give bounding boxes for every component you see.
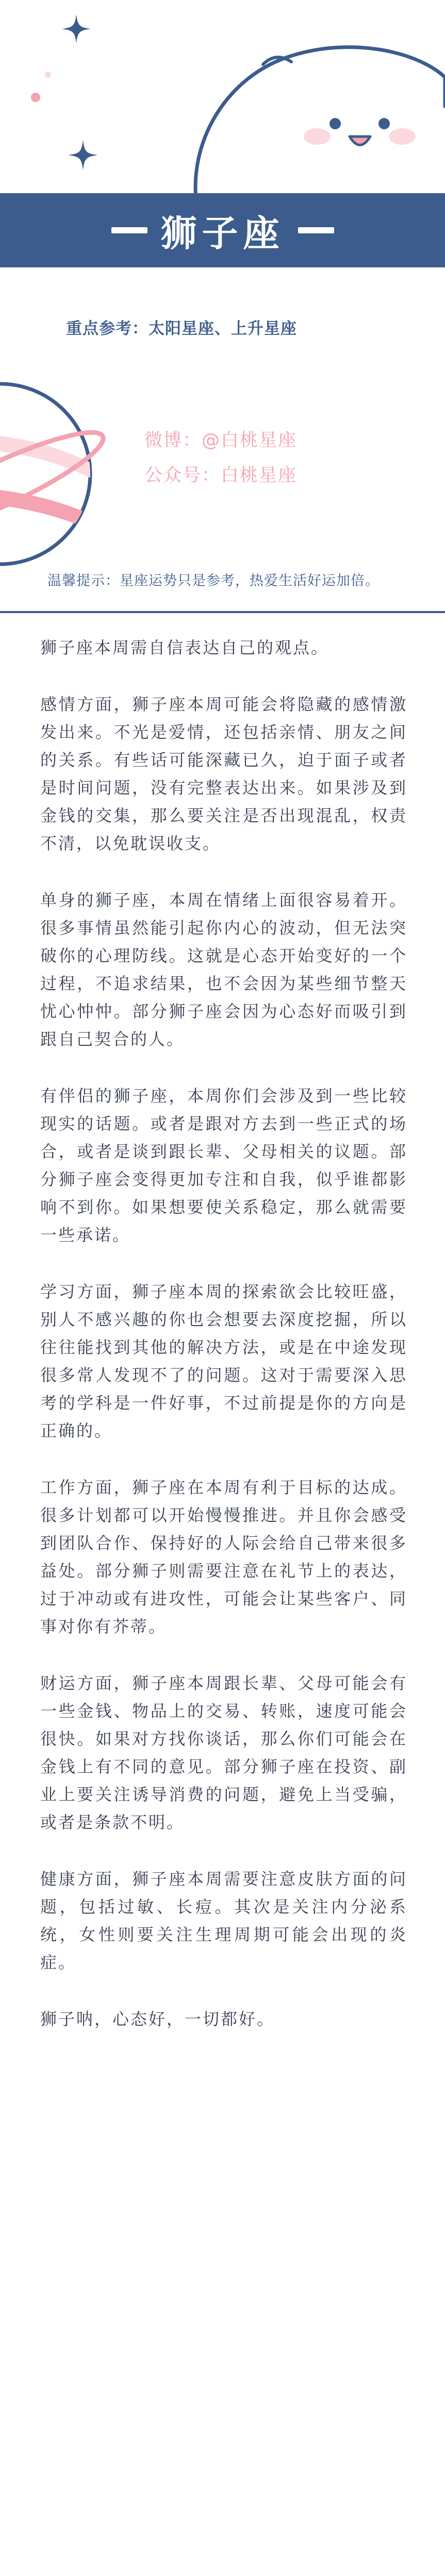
wechat-account: 公众号：白桃星座 <box>144 465 298 486</box>
paragraph-single: 单身的狮子座，本周在情绪上面很容易着开。很多事情虽然能引起你内心的波动，但无法突破你的心理防线。这就是心态开始变好的一个过程，不追求结果，也不会因为某些细节整天忧心忡忡。部分狮子座会因为心态好而吸引到跟自己契合的人。 <box>40 890 407 1049</box>
paragraph-work: 工作方面，狮子座在本周有利于目标的达成。很多计划都可以开始慢慢推进。并且你会感受到团队合作、保持好的人际会给自己带来很多益处。部分狮子则需要注意在礼节上的表达，过于冲动或有进攻性，可能会让某些客户、同事对你有芥蒂。 <box>40 1478 407 1636</box>
planet-icon <box>0 361 113 587</box>
weibo-handle: 微博：@白桃星座 <box>144 430 298 451</box>
warm-tip: 温馨提示：星座运势只是参考，热爱生活好运加倍。 <box>47 573 380 589</box>
paragraph-couple: 有伴侣的狮子座，本周你们会涉及到一些比较现实的话题。或者是跟对方去到一些正式的场合，或者是谈到跟长辈、父母相关的议题。部分狮子座会变得更加专注和自我，似乎谁都影响不到你。如果想要使关系稳定，那么就需要一些承诺。 <box>40 1086 407 1245</box>
dot-icon <box>44 71 52 78</box>
article-body <box>40 634 407 2062</box>
sparkle-icon <box>67 139 99 171</box>
paragraph-closing: 狮子呐，心态好，一切都好。 <box>40 2009 275 2029</box>
sparkle-icon <box>61 13 92 44</box>
title-bar-right <box>298 227 334 233</box>
cute-blob-icon <box>186 21 445 198</box>
paragraph-health: 健康方面，狮子座本周需要注意皮肤方面的问题，包括过敏、长痘。其次是关注内分泌系统，女性则要关注生理周期可能会出现的炎症。 <box>40 1869 407 1972</box>
subtitle: 重点参考：太阳星座、上升星座 <box>66 319 297 338</box>
title-band <box>0 193 445 267</box>
paragraph-summary: 狮子座本周需自信表达自己的观点。 <box>40 638 329 657</box>
paragraph-wealth: 财运方面，狮子座本周跟长辈、父母可能会有一些金钱、物品上的交易、转账，速度可能会很快。如果对方找你谈话，那么你们可能会在金钱上有不同的意见。部分狮子座在投资、副业上要关注诱导消费的问题，避免上当受骗，或者是条款不明。 <box>40 1673 407 1832</box>
title-bar-left <box>111 227 147 233</box>
header <box>0 0 445 618</box>
paragraph-love: 感情方面，狮子座本周可能会将隐藏的感情激发出来。不光是爱情，还包括亲情、朋友之间的关系。有些话可能深藏已久，迫于面子或者是时间问题，没有完整表达出来。如果涉及到金钱的交集，那么要关注是否出现混乱，权责不清，以免耽误收支。 <box>40 694 407 853</box>
divider <box>0 611 445 613</box>
page-title: 狮子座 <box>160 212 285 255</box>
paragraph-study: 学习方面，狮子座本周的探索欲会比较旺盛，别人不感兴趣的你也会想要去深度挖掘，所以往往能找到其他的解决方法，或是在中途发现很多常人发现不了的问题。这对于需要深入思考的学科是一件好事，不过前提是你的方向是正确的。 <box>40 1282 407 1440</box>
dot-icon <box>30 92 41 103</box>
